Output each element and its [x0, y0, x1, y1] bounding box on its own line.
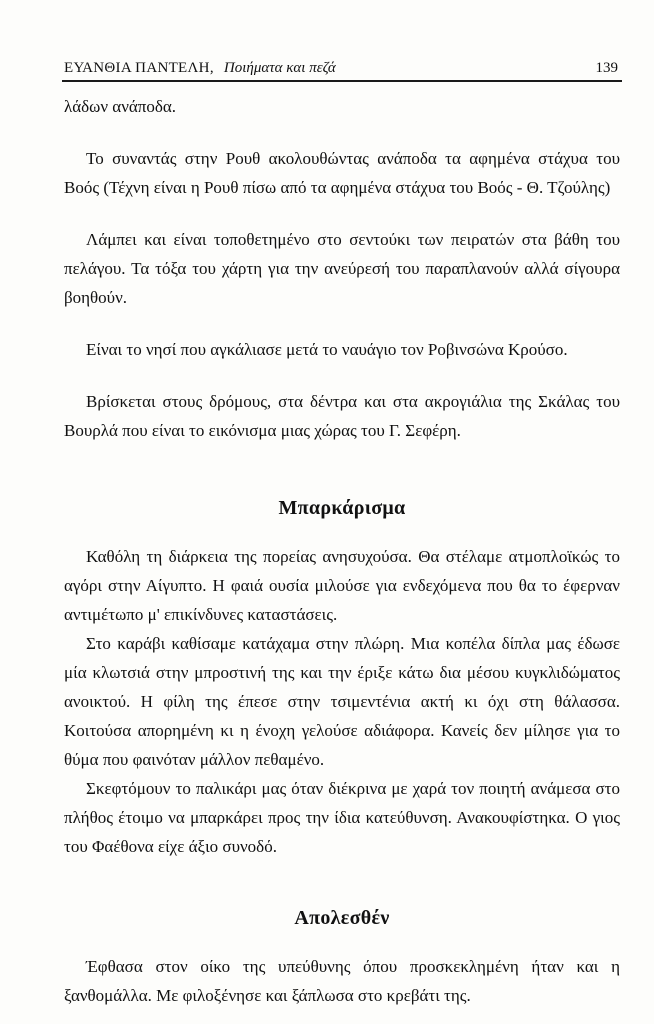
header-rule — [62, 80, 622, 82]
paragraph: Είναι το νησί που αγκάλιασε μετά το ναυάγιο τον Ροβινσώνα Κρούσο. — [86, 340, 568, 359]
section-gap — [64, 861, 620, 903]
paragraph: Στο καράβι καθίσαμε κατάχαμα στην πλώρη. Μια κοπέλα δίπλα μας έδωσε μία κλωτσιά στην μπροστινή της και την έριξε κάτω δια μέσου κυγκλιδώματος ανοικτού. Η φίλη της έπεσε στην τσιμεντένια ακτή κι όχι στη θάλασσα. Κοιτούσα απορημένη κι η ένοχη γελούσε αδιάφορα. Κανείς δεν μίλησε για το θύμα που φαινόταν μάλλον πεθαμένο. — [64, 634, 620, 769]
section-heading-mparkarisma: Μπαρκάρισμα — [278, 497, 406, 519]
header-book-title: Ποιήματα και πεζά — [223, 60, 336, 76]
paragraph-continuation: λάδων ανάποδα. — [64, 97, 177, 116]
paragraph: Το συναντάς στην Ρουθ ακολουθώντας ανάποδα τα αφημένα στάχυα του Βοός (Τέχνη είναι η Ρουθ πίσω από τα αφημένα στάχυα του Βοός - Θ. Τζούλης) — [64, 149, 620, 197]
paragraph: Σκεφτόμουν το παλικάρι μας όταν διέκρινα με χαρά τον ποιητή ανάμεσα στο πλήθος έτοιμο να μπαρκάρει προς την ίδια κατεύθυνση. Ανακουφίστηκα. Ο γιος του Φαέθονα είχε άξιο συνοδό. — [64, 779, 620, 856]
header-author: ΕΥΑΝΘΙΑ ΠΑΝΤΕΛΗ, — [64, 60, 214, 76]
paragraph: Βρίσκεται στους δρόμους, στα δέντρα και στα ακρογιάλια της Σκάλας του Βουρλά που είναι το εικόνισμα μιας χώρας του Γ. Σεφέρη. — [64, 392, 620, 440]
section-gap — [64, 445, 620, 493]
paragraph: Καθόλη τη διάρκεια της πορείας ανησυχούσα. Θα στέλαμε ατμοπλοϊκώς το αγόρι στην Αίγυπτο. Η φαιά ουσία μιλούσε για ενδεχόμενα που θα το έφερναν αντιμέτωπο μ' επικίνδυνες καταστάσεις. — [64, 547, 620, 624]
paragraph-gap — [64, 202, 620, 225]
section-heading-apolesthen: Απολεσθέν — [294, 907, 390, 929]
paragraph-gap — [64, 312, 620, 335]
heading-gap — [64, 933, 620, 952]
paragraph: Λάμπει και είναι τοποθετημένο στο σεντούκι των πειρατών στα βάθη του πελάγου. Τα τόξα του χάρτη για την ανεύρεσή του παραπλανούν αλλά σίγουρα βοηθούν. — [64, 230, 620, 307]
page-number: 139 — [595, 60, 618, 76]
page-body — [64, 92, 620, 1010]
paragraph-gap — [64, 364, 620, 387]
running-header — [64, 56, 620, 80]
heading-gap — [64, 523, 620, 542]
paragraph: Έφθασα στον οίκο της υπεύθυνης όπου προσκεκλημένη ήταν και η ξανθομάλλα. Με φιλοξένησε και ξάπλωσα στο κρεβάτι της. — [64, 957, 620, 1005]
paragraph-gap — [64, 121, 620, 144]
